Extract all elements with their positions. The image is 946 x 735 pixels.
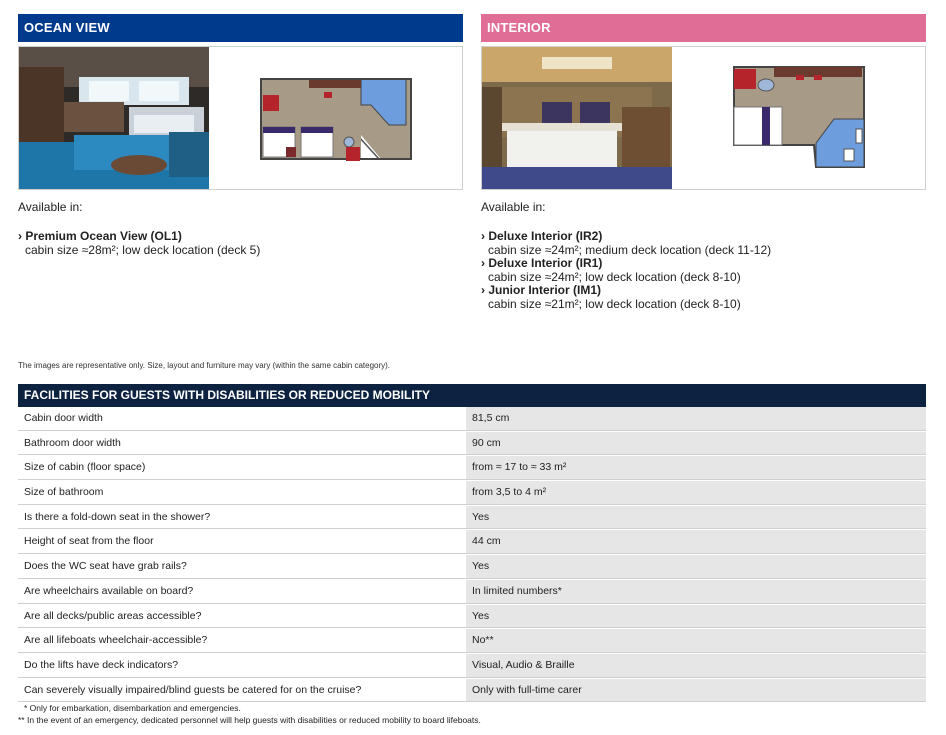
facility-answer: from ≈ 17 to ≈ 33 m²: [466, 456, 926, 480]
table-row: [18, 407, 926, 432]
cabin-name: › Premium Ocean View (OL1): [18, 229, 182, 243]
facility-answer: Yes: [466, 605, 926, 629]
interior-section: [481, 14, 926, 311]
interior-media: [481, 46, 926, 190]
facility-answer: In limited numbers*: [466, 580, 926, 604]
facilities-table-header: FACILITIES FOR GUESTS WITH DISABILITIES OR REDUCED MOBILITY: [18, 384, 926, 407]
facility-answer: 90 cm: [466, 432, 926, 456]
facility-question: Does the WC seat have grab rails?: [18, 555, 466, 579]
facility-question: Are all decks/public areas accessible?: [18, 605, 466, 629]
table-row: [18, 605, 926, 630]
footnote-single: * Only for embarkation, disembarkation and emergencies.: [24, 703, 241, 713]
facility-question: Is there a fold-down seat in the shower?: [18, 506, 466, 530]
facility-question: Size of bathroom: [18, 481, 466, 505]
cabin-description: cabin size ≈24m²; low deck location (deck 8-10): [488, 269, 741, 284]
cabin-name: › Deluxe Interior (IR1): [481, 256, 603, 270]
table-row: [18, 580, 926, 605]
ocean-view-floor-plan: [211, 47, 462, 189]
interior-cabin-photo: [482, 47, 672, 189]
ocean-view-media: [18, 46, 463, 190]
facility-question: Height of seat from the floor: [18, 530, 466, 554]
table-row: [18, 629, 926, 654]
facility-question: Can severely visually impaired/blind guests be catered for on the cruise?: [18, 679, 466, 703]
table-row: [18, 654, 926, 679]
table-row: [18, 456, 926, 481]
ocean-view-header: OCEAN VIEW: [18, 14, 463, 42]
facilities-table: [18, 384, 926, 703]
cabin-name: › Junior Interior (IM1): [481, 283, 601, 297]
interior-floor-plan: [674, 47, 925, 189]
table-row: [18, 530, 926, 555]
footnote-double: ** In the event of an emergency, dedicated personnel will help guests with disabilities or reduced mobility to board lifeboats.: [18, 715, 481, 725]
interior-header: INTERIOR: [481, 14, 926, 42]
facility-answer: Only with full-time carer: [466, 679, 926, 703]
facility-answer: 44 cm: [466, 530, 926, 554]
facility-answer: 81,5 cm: [466, 407, 926, 431]
facility-question: Size of cabin (floor space): [18, 456, 466, 480]
table-row: [18, 481, 926, 506]
table-row: [18, 432, 926, 457]
cabin-description: cabin size ≈28m²; low deck location (deck 5): [25, 242, 261, 257]
facility-question: Cabin door width: [18, 407, 466, 431]
ocean-view-section: [18, 14, 463, 257]
ocean-view-available-label: Available in:: [18, 200, 83, 214]
table-row: [18, 506, 926, 531]
facility-answer: Visual, Audio & Braille: [466, 654, 926, 678]
cabin-name: › Deluxe Interior (IR2): [481, 229, 603, 243]
facility-answer: Yes: [466, 555, 926, 579]
cabin-description: cabin size ≈21m²; low deck location (deck 8-10): [488, 296, 741, 311]
interior-available-label: Available in:: [481, 200, 546, 214]
interior-cabin-list: [481, 230, 926, 311]
table-row: [18, 679, 926, 704]
cabin-description: cabin size ≈24m²; medium deck location (deck 11-12): [488, 242, 772, 257]
facility-question: Bathroom door width: [18, 432, 466, 456]
facility-question: Do the lifts have deck indicators?: [18, 654, 466, 678]
ocean-view-cabin-photo: [19, 47, 209, 189]
facility-question: Are all lifeboats wheelchair-accessible?: [18, 629, 466, 653]
ocean-view-cabin-list: [18, 230, 463, 257]
images-representative-note: The images are representative only. Size, layout and furniture may vary (within the same cabin category).: [18, 361, 391, 370]
facility-answer: from 3,5 to 4 m²: [466, 481, 926, 505]
table-row: [18, 555, 926, 580]
facility-answer: No**: [466, 629, 926, 653]
facility-question: Are wheelchairs available on board?: [18, 580, 466, 604]
facility-answer: Yes: [466, 506, 926, 530]
